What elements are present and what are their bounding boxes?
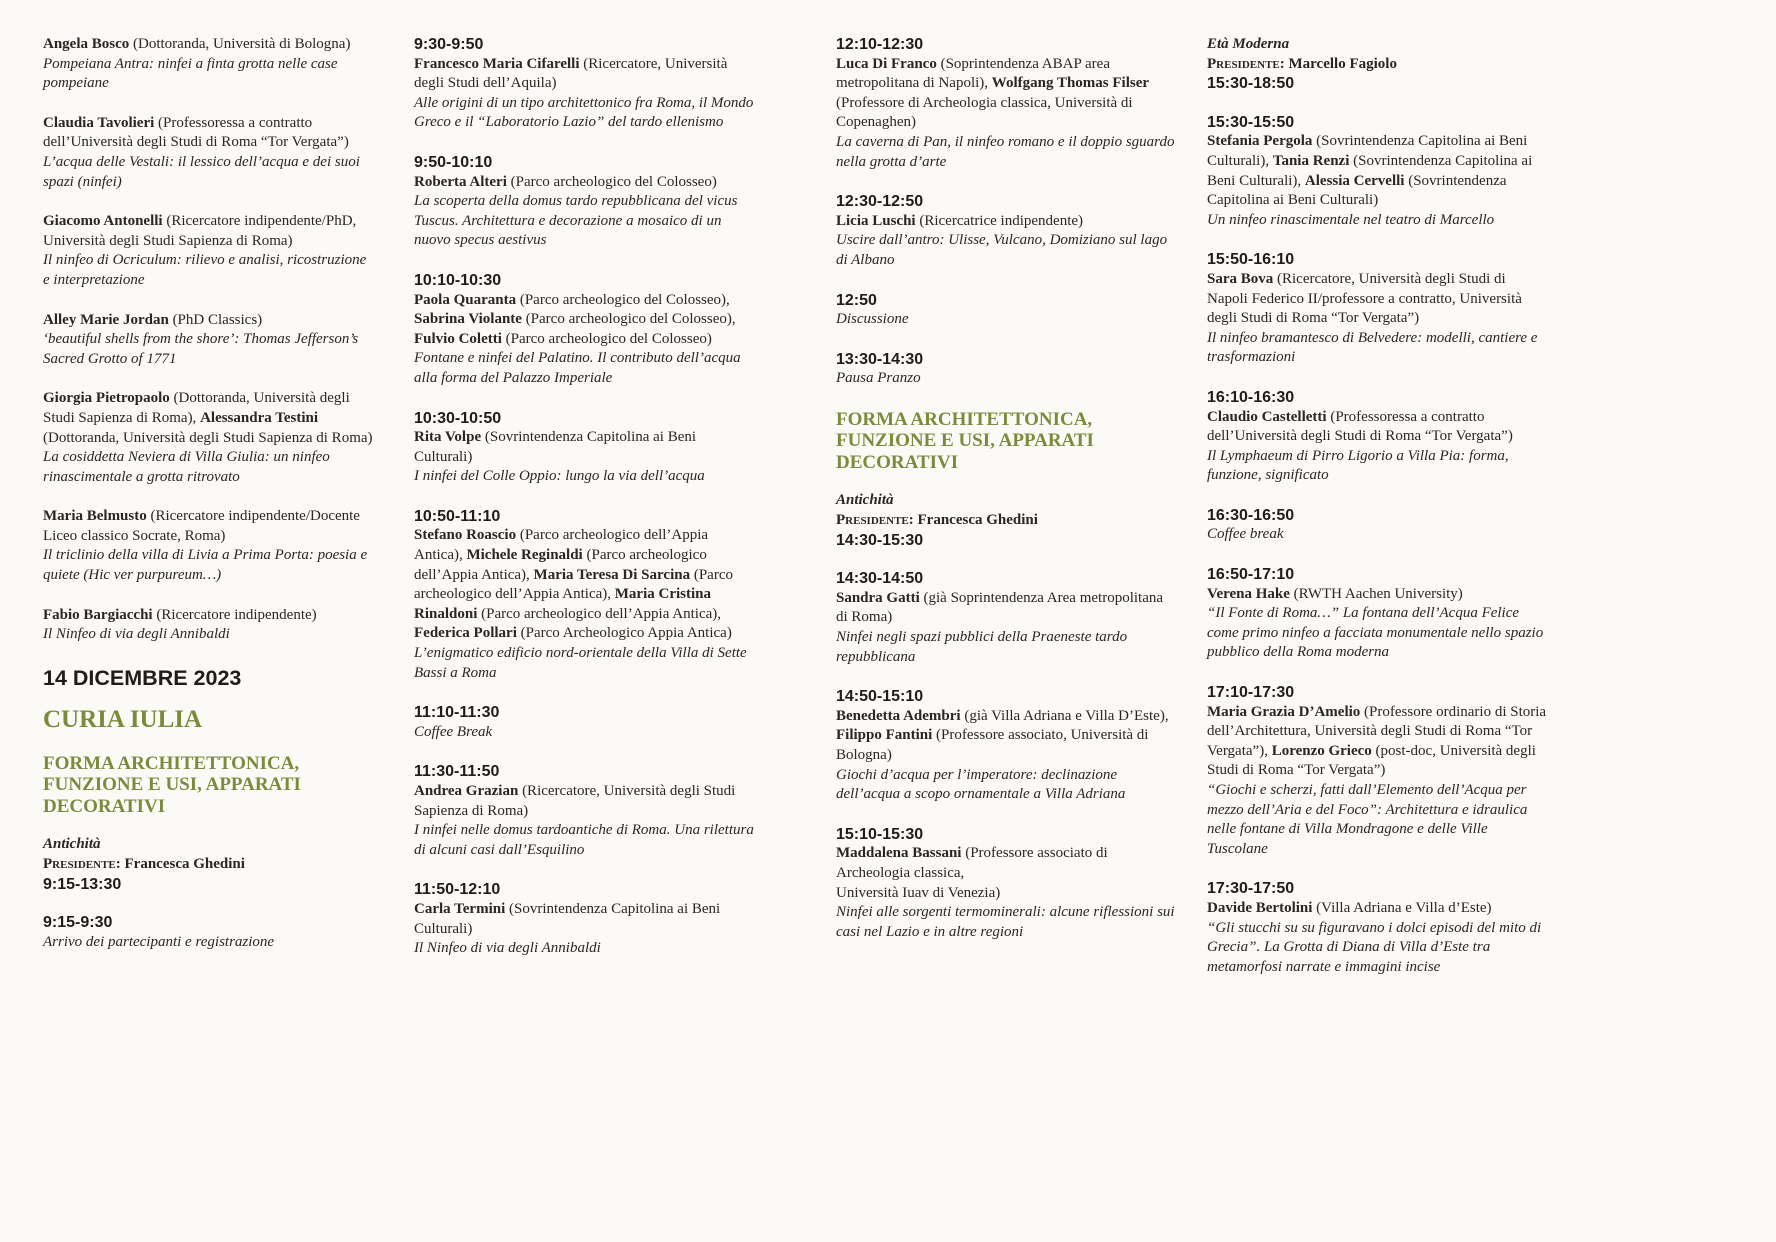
speaker-affiliation: (Parco archeologico dell’Appia Antica), xyxy=(477,605,722,622)
speaker-affiliation: (PhD Classics) xyxy=(168,311,263,328)
talk-title: “Gli stucchi su su figuravano i dolci episodi del mito di Grecia”. La Grotta di Diana di Villa d’Este tra metamorfosi narrate e immagini incise xyxy=(1207,919,1542,975)
entry-time: 12:10-12:30 xyxy=(836,36,924,53)
speaker-name: Benedetta Adembri xyxy=(836,707,961,724)
speaker-affiliation: (Ricercatrice indipendente) xyxy=(915,212,1084,229)
program-entry xyxy=(1207,565,1547,663)
talk-title: La scoperta della domus tardo repubblicana del vicus Tuscus. Architettura e decorazione a mosaico di un nuovo specus aestivus xyxy=(414,193,738,249)
program-entry xyxy=(836,687,1176,805)
speaker-affiliation: (Professore di Archeologia classica, Università di Copenaghen) xyxy=(836,94,1133,131)
speaker-name: Sandra Gatti xyxy=(836,589,920,606)
speaker-name: Sara Bova xyxy=(1207,270,1274,287)
speaker-affiliation: (Sovrintendenza Capitolina ai Beni Culturali), xyxy=(1207,133,1528,169)
speaker-name: Davide Bertolini xyxy=(1207,899,1313,916)
entry-time: 11:10-11:30 xyxy=(414,704,500,722)
period-label: Antichità xyxy=(43,836,101,853)
speaker-name: Maria Belmusto xyxy=(43,508,147,525)
entry-time: 16:50-17:10 xyxy=(1207,566,1295,584)
talk-title: Pompeiana Antra: ninfei a finta grotta nelle case pompeiane xyxy=(43,55,338,92)
speaker-name: Carla Termini xyxy=(414,900,506,917)
entry-time: 9:15-9:30 xyxy=(43,914,113,932)
program-entry xyxy=(1207,506,1547,545)
speaker-affiliation: (Parco archeologico del Colosseo) xyxy=(501,330,712,347)
program-entry xyxy=(1207,879,1547,977)
chair-name: Francesca Ghedini xyxy=(913,512,1038,528)
entry-time: 14:30-14:50 xyxy=(836,570,924,588)
speaker-affiliation: (Professore associato, Università di Bologna) xyxy=(836,727,1149,763)
column-2 xyxy=(414,35,754,979)
entry-time: 10:10-10:30 xyxy=(414,271,502,289)
session-time: 9:15-13:30 xyxy=(43,875,122,893)
speaker-name: Tania Renzi xyxy=(1272,152,1350,169)
program-entry xyxy=(836,825,1176,943)
speaker-name: Maddalena Bassani xyxy=(836,845,962,862)
chair-label: Presidente: xyxy=(1207,55,1285,72)
program-entry xyxy=(1207,388,1547,486)
talk-title: “Il Fonte di Roma…” La fontana dell’Acqua Felice come primo ninfeo a facciata monumentale nello spazio pubblico della Roma moderna xyxy=(1207,605,1544,661)
speaker-name: Andrea Grazian xyxy=(414,783,519,799)
program-entry xyxy=(414,762,754,860)
speaker-affiliation: (già Villa Adriana e Villa D’Este), xyxy=(960,707,1169,724)
talk-title: Il ninfeo bramantesco di Belvedere: modelli, cantiere e trasformazioni xyxy=(1207,329,1538,366)
talk-title: Il Ninfeo di via degli Annibaldi xyxy=(414,940,601,957)
entry-time: 9:50-10:10 xyxy=(414,153,493,171)
program-entry xyxy=(414,703,754,742)
speaker-affiliation: (Sovrintendenza Capitolina ai Beni Culturali) xyxy=(414,429,697,465)
speaker-affiliation: (Parco archeologico del Colosseo), xyxy=(516,291,730,308)
speaker-name: Wolfgang Thomas Filser xyxy=(991,75,1150,92)
talk-title: L’enigmatico edificio nord-orientale della Villa di Sette Bassi a Roma xyxy=(414,645,747,681)
session-time: 15:30-18:50 xyxy=(1207,75,1295,93)
speaker-affiliation: (Ricercatore indipendente) xyxy=(152,606,317,623)
speaker-name: Fulvio Coletti xyxy=(414,330,502,347)
program-entry xyxy=(836,192,1176,270)
speaker-affiliation: (Professore associato di Archeologia classica, xyxy=(836,845,1108,881)
chair-line xyxy=(836,511,1176,531)
talk-title: La cosiddetta Neviera di Villa Giulia: un ninfeo rinascimentale a grotta ritrovato xyxy=(43,449,330,485)
entry-time: 15:30-15:50 xyxy=(1207,113,1295,131)
column-1 xyxy=(43,35,373,972)
program-entry xyxy=(43,35,373,94)
speaker-affiliation: (Parco archeologico del Colosseo) xyxy=(506,173,717,190)
entry-time: 10:30-10:50 xyxy=(414,409,502,427)
speaker-name: Claudia Tavolieri xyxy=(43,114,155,131)
speaker-affiliation: (post-doc, Università degli Studi di Roma “Tor Vergata”) xyxy=(1207,742,1536,779)
speaker-affiliation: (Parco archeologico del Colosseo), xyxy=(521,311,736,328)
talk-title: ‘beautiful shells from the shore’: Thomas Jefferson’s Sacred Grotto of 1771 xyxy=(43,331,359,367)
speaker-affiliation: (Sovrintendenza Capitolina ai Beni Culturali) xyxy=(414,900,721,937)
entry-time: 17:10-17:30 xyxy=(1207,684,1295,702)
speaker-name: Giacomo Antonelli xyxy=(43,213,163,230)
speaker-affiliation: (Sovrintendenza Capitolina ai Beni Culturali), xyxy=(1207,152,1533,189)
entry-time: 13:30-14:30 xyxy=(836,350,924,368)
talk-title: Coffee Break xyxy=(414,723,493,740)
speaker-name: Luca Di Franco xyxy=(836,55,937,72)
column-3 xyxy=(836,35,1176,962)
talk-title: Ninfei negli spazi pubblici della Praeneste tardo repubblicana xyxy=(836,628,1128,665)
speaker-affiliation: (Dottoranda, Università degli Studi Sapienza di Roma) xyxy=(43,429,373,446)
talk-title: Fontane e ninfei del Palatino. Il contributo dell’acqua alla forma del Palazzo Imperiale xyxy=(414,350,741,386)
talk-title: Giochi d’acqua per l’imperatore: declinazione dell’acqua a scopo ornamentale a Villa Adriana xyxy=(836,766,1126,803)
talk-title: Arrivo dei partecipanti e registrazione xyxy=(43,933,275,950)
speaker-affiliation: (Ricercatore indipendente/PhD, Università degli Studi Sapienza di Roma) xyxy=(43,213,357,249)
talk-title: L’acqua delle Vestali: il lessico dell’acqua e dei suoi spazi (ninfei) xyxy=(43,153,360,190)
speaker-affiliation: (Parco archeologico dell’Appia Antica), xyxy=(414,527,709,564)
speaker-affiliation: (Parco Archeologico Appia Antica) xyxy=(516,625,732,642)
program-entry xyxy=(1207,250,1547,368)
program-entry xyxy=(43,212,373,290)
entry-time: 16:10-16:30 xyxy=(1207,388,1295,406)
speaker-name: Lorenzo Grieco xyxy=(1271,742,1372,759)
program-entry xyxy=(836,35,1176,172)
speaker-name: Rita Volpe xyxy=(414,429,482,446)
program-entry xyxy=(414,271,754,389)
chair-name: Marcello Fagiolo xyxy=(1284,55,1397,72)
entry-time: 17:30-17:50 xyxy=(1207,880,1295,898)
program-entry xyxy=(1207,683,1547,859)
speaker-affiliation: (Professoressa a contratto dell’Università degli Studi di Roma “Tor Vergata”) xyxy=(1207,408,1513,445)
speaker-affiliation: (Parco archeologico dell’Appia Antica), xyxy=(414,547,707,583)
speaker-affiliation: (Soprintendenza ABAP area metropolitana di Napoli), xyxy=(836,55,1110,92)
speaker-affiliation: Università Iuav di Venezia) xyxy=(836,884,1001,901)
entry-time: 10:50-11:10 xyxy=(414,507,501,525)
talk-title: I ninfei del Colle Oppio: lungo la via dell’acqua xyxy=(414,468,705,485)
speaker-affiliation: (Villa Adriana e Villa d’Este) xyxy=(1312,899,1492,916)
speaker-affiliation: (RWTH Aachen University) xyxy=(1289,585,1463,602)
chair-line xyxy=(43,855,373,875)
program-entry xyxy=(43,389,373,487)
speaker-name: Verena Hake xyxy=(1207,585,1290,602)
speaker-name: Alessandra Testini xyxy=(200,409,319,426)
speaker-name: Angela Bosco xyxy=(43,36,130,52)
venue-heading: CURIA IULIA xyxy=(43,705,203,733)
speaker-affiliation: (Sovrintendenza Capitolina ai Beni Culturali) xyxy=(1207,172,1507,209)
session-time: 14:30-15:30 xyxy=(836,531,924,549)
speaker-name: Federica Pollari xyxy=(414,625,517,642)
speaker-name: Maria Teresa Di Sarcina xyxy=(533,566,691,583)
talk-title: Uscire dall’antro: Ulisse, Vulcano, Domiziano sul lago di Albano xyxy=(836,232,1168,268)
chair-line xyxy=(1207,55,1547,75)
speaker-affiliation: (Ricercatore, Università degli Studi di Napoli Federico II/professore a contratto, Università degli Studi di Roma “Tor Vergata”) xyxy=(1207,270,1522,327)
speaker-name: Francesco Maria Cifarelli xyxy=(414,55,580,72)
speaker-name: Licia Luschi xyxy=(836,212,916,229)
entry-time: 11:30-11:50 xyxy=(414,763,500,781)
session-header xyxy=(836,491,1176,550)
program-entry xyxy=(414,507,754,683)
program-entry xyxy=(836,291,1176,330)
speaker-name: Stefano Roascio xyxy=(414,527,517,544)
speaker-affiliation: (già Soprintendenza Area metropolitana di Roma) xyxy=(836,589,1164,626)
program-entry xyxy=(836,350,1176,389)
talk-title: Il ninfeo di Ocriculum: rilievo e analisi, ricostruzione e interpretazione xyxy=(43,252,367,288)
program-entry xyxy=(836,569,1176,667)
period-label: Età Moderna xyxy=(1207,36,1290,52)
program-entry xyxy=(43,507,373,585)
entry-time: 11:50-12:10 xyxy=(414,881,501,899)
talk-title: Il triclinio della villa di Livia a Prima Porta: poesia e quiete (Hic ver purpureum…) xyxy=(43,547,368,584)
session-header xyxy=(43,835,373,894)
program-entry xyxy=(414,409,754,487)
entry-time: 15:50-16:10 xyxy=(1207,251,1295,269)
talk-title: La caverna di Pan, il ninfeo romano e il doppio sguardo nella grotta d’arte xyxy=(836,133,1175,170)
section-heading: FORMA ARCHITETTONICA, FUNZIONE E USI, APPARATI DECORATIVI xyxy=(836,408,1094,473)
speaker-name: Michele Reginaldi xyxy=(466,547,583,564)
entry-time: 9:30-9:50 xyxy=(414,36,484,53)
speaker-affiliation: (Professoressa a contratto dell’Università degli Studi di Roma “Tor Vergata”) xyxy=(43,114,349,151)
talk-title: Alle origini di un tipo architettonico fra Roma, il Mondo Greco e il “Laboratorio Lazio” del tardo ellenismo xyxy=(414,94,754,131)
program-entry xyxy=(43,311,373,370)
speaker-name: Claudio Castelletti xyxy=(1207,408,1327,425)
column-4 xyxy=(1207,35,1547,997)
speaker-affiliation: (Parco archeologico dell’Appia Antica), xyxy=(414,566,733,603)
program-entry xyxy=(43,913,373,952)
section-heading: FORMA ARCHITETTONICA, FUNZIONE E USI, APPARATI DECORATIVI xyxy=(43,752,301,817)
program-entry xyxy=(414,35,754,133)
speaker-name: Roberta Alteri xyxy=(414,173,507,190)
program-entry xyxy=(414,880,754,958)
chair-label: Presidente: xyxy=(836,512,914,528)
entry-time: 12:30-12:50 xyxy=(836,193,924,211)
program-entry xyxy=(414,153,754,251)
talk-title: I ninfei nelle domus tardoantiche di Roma. Una rilettura di alcuni casi dall’Esquilino xyxy=(414,822,754,858)
speaker-name: Giorgia Pietropaolo xyxy=(43,390,170,407)
entry-time: 16:30-16:50 xyxy=(1207,506,1295,524)
talk-title: Il Lymphaeum di Pirro Ligorio a Villa Pia: forma, funzione, significato xyxy=(1207,447,1509,484)
entry-time: 14:50-15:10 xyxy=(836,688,924,706)
speaker-affiliation: (Ricercatore, Università degli Studi Sapienza di Roma) xyxy=(414,783,736,819)
speaker-name: Filippo Fantini xyxy=(836,727,933,744)
speaker-name: Maria Grazia D’Amelio xyxy=(1207,703,1361,720)
talk-title: Discussione xyxy=(836,311,909,328)
speaker-affiliation: (Ricercatore indipendente/Docente Liceo classico Socrate, Roma) xyxy=(43,508,360,544)
chair-name: Francesca Ghedini xyxy=(120,855,245,872)
entry-time: 15:10-15:30 xyxy=(836,825,924,843)
talk-title: Ninfei alle sorgenti termominerali: alcune riflessioni sui casi nel Lazio e in altre regioni xyxy=(836,904,1175,940)
speaker-affiliation: (Dottoranda, Università degli Studi Sapienza di Roma), xyxy=(43,390,350,426)
speaker-name: Alley Marie Jordan xyxy=(43,311,169,328)
talk-title: Pausa Pranzo xyxy=(836,370,921,387)
speaker-affiliation: (Ricercatore, Università degli Studi dell’Aquila) xyxy=(414,55,728,92)
speaker-affiliation: (Professore ordinario di Storia dell’Architettura, Università degli Studi di Roma “Tor Vergata”), xyxy=(1207,703,1547,759)
talk-title: Un ninfeo rinascimentale nel teatro di Marcello xyxy=(1207,211,1495,228)
speaker-name: Paola Quaranta xyxy=(414,291,517,308)
talk-title: “Giochi e scherzi, fatti dall’Elemento dell’Acqua per mezzo dell’Aria e del Foco”: Architettura e idraulica nelle fontane di Villa Mondragone e delle Ville Tuscolane xyxy=(1207,782,1528,857)
program-entry xyxy=(43,114,373,192)
program-entry xyxy=(43,606,373,645)
speaker-name: Maria Cristina Rinaldoni xyxy=(414,586,711,622)
speaker-name: Alessia Cervelli xyxy=(1304,172,1405,189)
talk-title: Il Ninfeo di via degli Annibaldi xyxy=(43,626,230,643)
speaker-name: Stefania Pergola xyxy=(1207,133,1313,150)
speaker-affiliation: (Dottoranda, Università di Bologna) xyxy=(129,36,351,52)
speaker-name: Fabio Bargiacchi xyxy=(43,606,153,623)
session-header xyxy=(1207,35,1547,94)
period-label: Antichità xyxy=(836,492,894,509)
chair-label: Presidente: xyxy=(43,855,121,872)
talk-title: Coffee break xyxy=(1207,526,1284,543)
day-heading: 14 DICEMBRE 2023 xyxy=(43,665,242,690)
entry-time: 12:50 xyxy=(836,291,877,309)
speaker-name: Sabrina Violante xyxy=(414,311,522,328)
program-entry xyxy=(1207,113,1547,231)
